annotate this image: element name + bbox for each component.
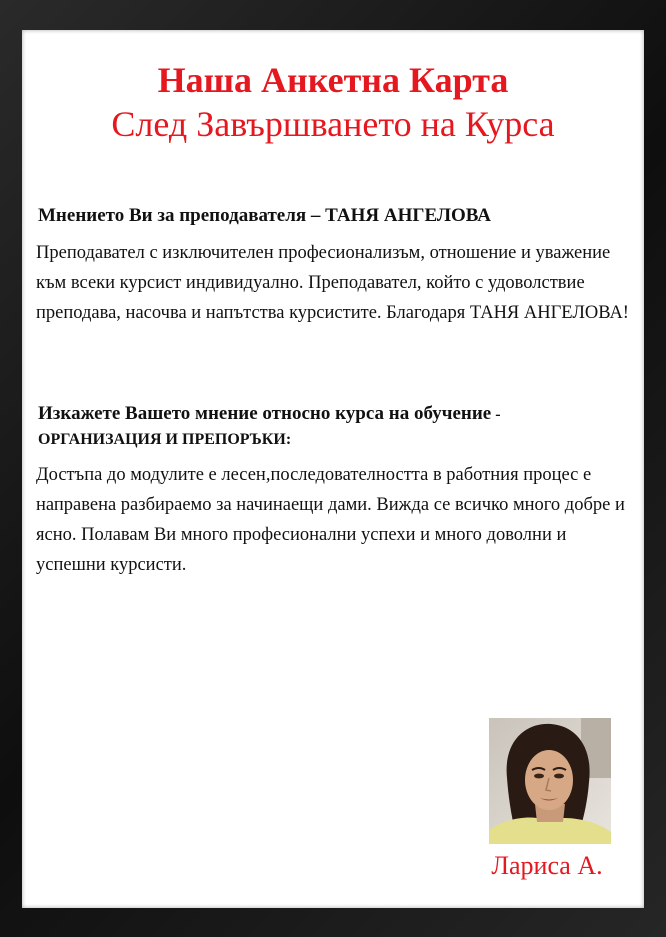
- reviewer-name: Лариса А.: [491, 851, 603, 880]
- card-title-line2: След Завършването на Курса: [111, 104, 555, 144]
- reviewer-portrait-icon: [489, 718, 611, 844]
- card-title: [22, 58, 644, 146]
- course-opinion-heading-tail: - ОРГАНИЗАЦИЯ И ПРЕПОРЪКИ:: [38, 406, 501, 448]
- teacher-opinion-text: Преподавател с изключителен професионализъм, отношение и уважение към всеки курсист индивидуално. Преподавател, който с удоволствие преподава, насочва и напътства курсистите. Благодаря ТАНЯ АНГЕЛОВА!: [36, 243, 629, 323]
- teacher-opinion-heading: Мнението Ви за преподавателя – ТАНЯ АНГЕЛОВА: [38, 205, 492, 226]
- course-opinion-text: Достъпа до модулите е лесен,последователността в работния процес е направена разбираемо за начинаещи дами. Вижда се всичко много добре и ясно. Полавам Ви много професионални успехи и много доволни и успешни курсисти.: [36, 465, 625, 575]
- reviewer-photo: [489, 718, 611, 844]
- course-opinion-heading: [38, 402, 598, 452]
- survey-card: [22, 30, 644, 908]
- card-title-line1: Наша Анкетна Карта: [157, 60, 509, 100]
- course-opinion-heading-main: Изкажете Вашето мнение относно курса на обучение: [38, 403, 492, 424]
